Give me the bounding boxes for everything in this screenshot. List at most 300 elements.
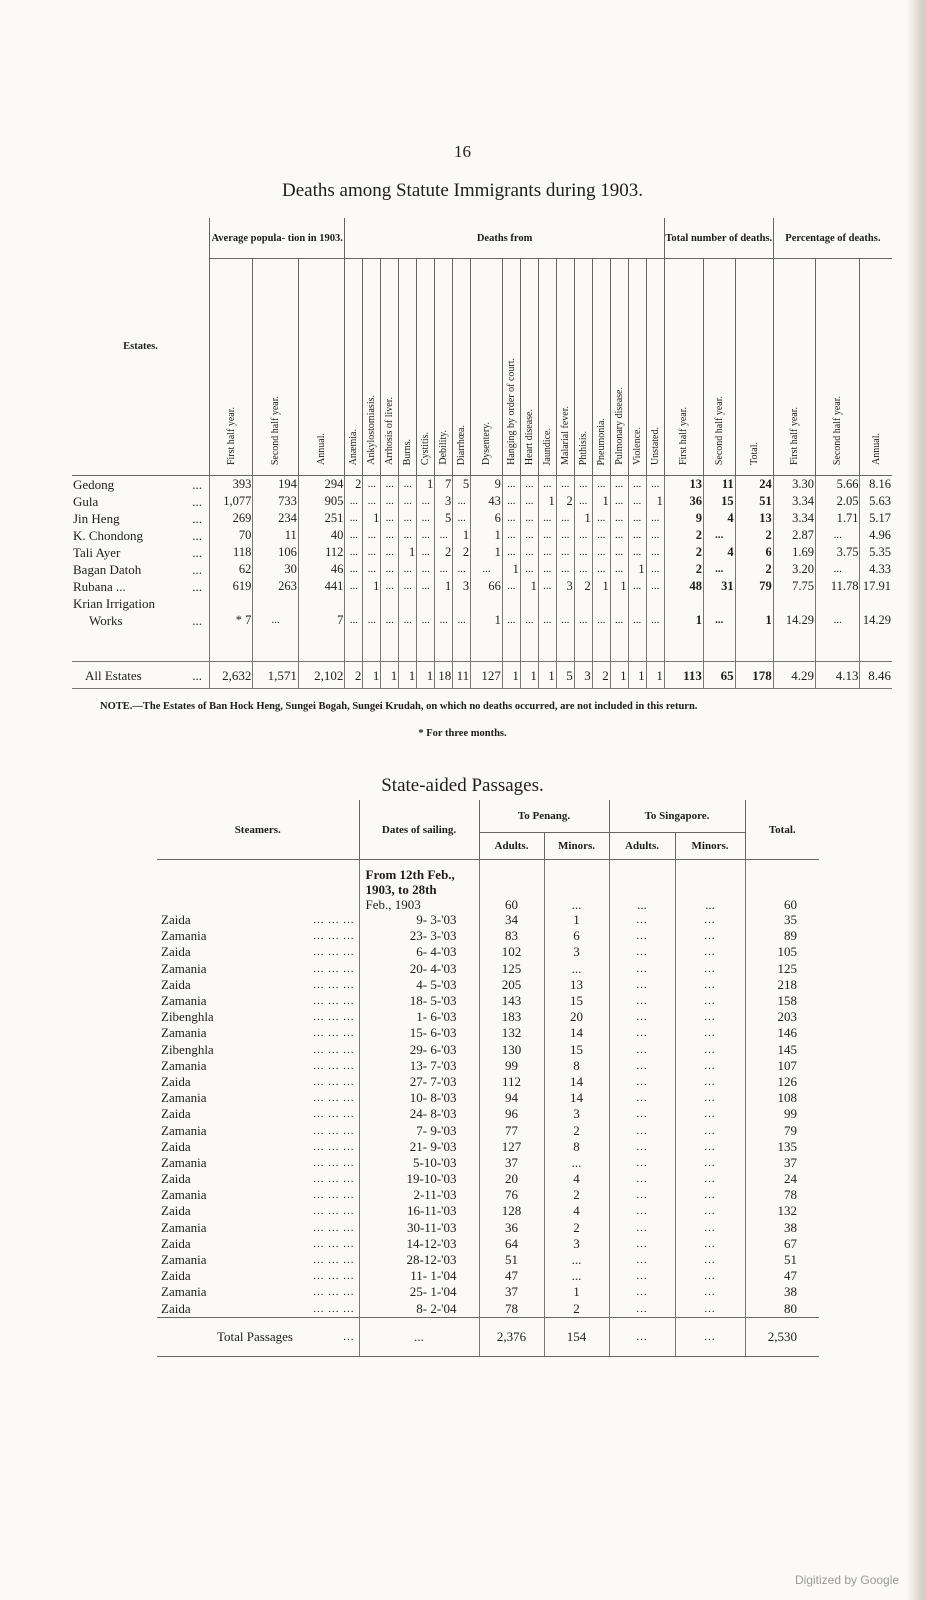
steamer-cell	[157, 961, 359, 977]
table-cell: 1,077	[209, 493, 252, 510]
col-header-3	[345, 259, 363, 476]
table-cell: 30	[253, 561, 298, 578]
estate-name: Gula	[73, 494, 99, 509]
col-header-label: Cystitis.	[420, 431, 432, 465]
table-cell: ...	[556, 561, 574, 578]
table-cell: ...	[520, 476, 538, 494]
table-row	[157, 977, 819, 993]
table-cell: ...	[556, 527, 574, 544]
passages-table	[157, 800, 819, 1357]
cell-singapore-minors: ...	[675, 993, 745, 1009]
table-cell: 3	[556, 578, 574, 595]
table-cell: ...	[646, 476, 664, 494]
col-header-15	[574, 259, 592, 476]
table-cell: 294	[298, 476, 345, 494]
spacer-cell	[773, 629, 815, 662]
table-cell	[816, 595, 860, 612]
table-cell	[538, 595, 556, 612]
col-header-label: Burns.	[402, 438, 414, 465]
spacer-cell	[574, 629, 592, 662]
spacer-cell	[471, 629, 503, 662]
table-cell: 24	[735, 476, 773, 494]
col-header-label: First half year.	[788, 406, 800, 465]
singapore-minors-header: Minors.	[675, 833, 745, 860]
table-cell	[399, 595, 417, 612]
table-cell: 4.33	[860, 561, 892, 578]
table-row	[157, 1122, 819, 1138]
table-cell: ...	[453, 561, 471, 578]
table-cell: ...	[399, 510, 417, 527]
cell-penang-adults: 34	[479, 912, 544, 928]
table-row	[72, 510, 892, 527]
cell-singapore-minors: ...	[675, 1155, 745, 1171]
cell-penang-adults: 78	[479, 1301, 544, 1318]
table-row	[157, 1203, 819, 1219]
date-cell: 4- 5-'03	[359, 977, 479, 993]
cell-singapore-adults: ...	[609, 1090, 675, 1106]
table-cell: 14.29	[773, 612, 815, 629]
row-dots: ... ... ...	[313, 1059, 355, 1072]
table-row	[72, 476, 892, 494]
table-cell: 1.69	[773, 544, 815, 561]
table-cell: ...	[538, 527, 556, 544]
cell-singapore-minors: ...	[675, 1171, 745, 1187]
table-cell	[417, 595, 435, 612]
table-cell: ...	[520, 612, 538, 629]
penang-minors-header: Minors.	[544, 833, 609, 860]
row-dots: ... ... ...	[313, 1011, 355, 1024]
table-cell	[860, 595, 892, 612]
steamer-cell	[157, 1155, 359, 1171]
col-header-label: Pulmonary disease.	[613, 387, 625, 465]
table-cell	[610, 595, 628, 612]
table-cell: ...	[453, 493, 471, 510]
table-row	[157, 928, 819, 944]
spacer-cell	[735, 629, 773, 662]
date-cell: 10- 8-'03	[359, 1090, 479, 1106]
table-cell: ...	[816, 527, 860, 544]
col-header-16	[592, 259, 610, 476]
cell-singapore-minors: ...	[675, 1236, 745, 1252]
cell-total: 60	[745, 860, 819, 913]
col-header-label: Annual.	[316, 433, 328, 465]
table-cell: ...	[628, 544, 646, 561]
table-cell: 11	[453, 662, 471, 689]
table-cell: 1	[435, 578, 453, 595]
steamer-name: Zibenghla	[161, 1041, 214, 1057]
table-cell: ...	[345, 612, 363, 629]
estate-cell	[72, 612, 209, 629]
date-cell: 11- 1-'04	[359, 1268, 479, 1284]
row-dots: ... ... ...	[313, 1124, 355, 1137]
cell-singapore-adults: ...	[609, 1317, 675, 1356]
table-cell: 733	[253, 493, 298, 510]
passages-title: State-aided Passages.	[381, 775, 544, 796]
table-cell: ...	[574, 527, 592, 544]
spacer-cell	[363, 629, 381, 662]
cell-singapore-adults: ...	[609, 993, 675, 1009]
cell-singapore-adults: ...	[609, 1025, 675, 1041]
row-dots: ...	[192, 667, 202, 683]
col-header-label: Total.	[748, 442, 760, 465]
table-cell: 3	[435, 493, 453, 510]
col-header-19	[646, 259, 664, 476]
row-dots: ...	[192, 528, 202, 543]
cell-singapore-minors: ...	[675, 1074, 745, 1090]
total-label: Total Passages	[217, 1328, 293, 1344]
table-cell	[345, 595, 363, 612]
col-header-13	[538, 259, 556, 476]
dates-header: Dates of sailing.	[359, 800, 479, 860]
col-header-label: Unstated.	[649, 426, 661, 465]
row-dots: ... ... ...	[313, 962, 355, 975]
row-dots: ...	[192, 579, 202, 594]
table-cell	[735, 595, 773, 612]
cell-penang-adults: 36	[479, 1220, 544, 1236]
table-cell: ...	[703, 561, 735, 578]
table-cell: 9	[471, 476, 503, 494]
table-cell: ...	[502, 544, 520, 561]
cell-total: 135	[745, 1139, 819, 1155]
table-row	[72, 561, 892, 578]
steamer-cell	[157, 1268, 359, 1284]
table-row	[157, 1301, 819, 1318]
cell-total: 89	[745, 928, 819, 944]
table-cell: 441	[298, 578, 345, 595]
table-cell	[435, 595, 453, 612]
steamer-cell	[157, 1106, 359, 1122]
cell-singapore-adults: ...	[609, 1009, 675, 1025]
cell-singapore-minors: ...	[675, 1252, 745, 1268]
table-row	[157, 961, 819, 977]
cell-penang-adults: 205	[479, 977, 544, 993]
table-cell: ...	[538, 561, 556, 578]
table-cell: 1	[363, 662, 381, 689]
cell-penang-adults: 64	[479, 1236, 544, 1252]
cell-singapore-minors: ...	[675, 1025, 745, 1041]
spacer-row	[72, 629, 892, 662]
table-cell: ...	[610, 493, 628, 510]
row-dots: ...	[192, 613, 202, 628]
date-cell: 5-10-'03	[359, 1155, 479, 1171]
spacer-cell	[209, 629, 252, 662]
table-cell: ...	[417, 493, 435, 510]
table-cell: ...	[574, 561, 592, 578]
table-cell: 70	[209, 527, 252, 544]
cell-total: 99	[745, 1106, 819, 1122]
cell-penang-minors: ...	[544, 961, 609, 977]
table-cell: ...	[538, 544, 556, 561]
col-header-label: Hanging by order of court.	[505, 358, 517, 465]
table-cell: ...	[816, 561, 860, 578]
col-header-label: Malarial fever.	[559, 406, 571, 465]
table-cell: ...	[381, 527, 399, 544]
steamer-cell	[157, 977, 359, 993]
cell-singapore-minors: ...	[675, 1122, 745, 1138]
steamer-cell	[157, 1301, 359, 1318]
steamer-cell	[157, 912, 359, 928]
cell-total: 158	[745, 993, 819, 1009]
col-header-17	[610, 259, 628, 476]
spacer-cell	[253, 629, 298, 662]
cell-penang-adults: 37	[479, 1284, 544, 1300]
table-cell: 1	[502, 662, 520, 689]
cell-singapore-adults: ...	[609, 1252, 675, 1268]
cell-penang-minors: 1	[544, 1284, 609, 1300]
table-cell: ...	[574, 612, 592, 629]
cell-total: 107	[745, 1058, 819, 1074]
table-cell	[664, 595, 703, 612]
table-row	[157, 1220, 819, 1236]
cell-penang-minors: 3	[544, 1236, 609, 1252]
table-cell: 18	[435, 662, 453, 689]
table-cell	[556, 595, 574, 612]
cell-total: 126	[745, 1074, 819, 1090]
estate-name: Jin Heng	[73, 511, 120, 526]
table-cell: 1	[538, 493, 556, 510]
table-cell: 4.13	[816, 662, 860, 689]
cell-total: 67	[745, 1236, 819, 1252]
table-row	[157, 1058, 819, 1074]
cell-singapore-adults: ...	[609, 860, 675, 913]
cell-singapore-adults: ...	[609, 1106, 675, 1122]
table-row	[157, 993, 819, 1009]
table-cell: 1	[628, 662, 646, 689]
table-cell: 1.71	[816, 510, 860, 527]
cell-penang-adults: 143	[479, 993, 544, 1009]
table-cell: 65	[703, 662, 735, 689]
date-cell: 15- 6-'03	[359, 1025, 479, 1041]
row-dots: ... ... ...	[313, 946, 355, 959]
table-cell	[209, 595, 252, 612]
table-cell: 1	[399, 662, 417, 689]
table-cell: 2	[453, 544, 471, 561]
table-cell: 8.46	[860, 662, 892, 689]
estate-cell	[72, 476, 209, 494]
table-cell: ...	[417, 578, 435, 595]
deaths-from-header: Deaths from	[345, 218, 664, 259]
table-cell: ...	[610, 561, 628, 578]
table-cell: ...	[381, 510, 399, 527]
col-header-label: Anæmia.	[348, 428, 360, 465]
col-header-4	[363, 259, 381, 476]
cell-total: 218	[745, 977, 819, 993]
date-cell: 28-12-'03	[359, 1252, 479, 1268]
cell-singapore-minors: ...	[675, 1317, 745, 1356]
estate-cell	[72, 527, 209, 544]
table-cell: 2,102	[298, 662, 345, 689]
table-cell: 5.17	[860, 510, 892, 527]
table-cell	[703, 595, 735, 612]
table-cell: 1	[646, 493, 664, 510]
table-cell: 1	[520, 662, 538, 689]
table-cell: ...	[628, 493, 646, 510]
cell-penang-adults: 112	[479, 1074, 544, 1090]
table-cell: 11	[703, 476, 735, 494]
row-dots: ... ... ...	[313, 1108, 355, 1121]
steamer-name: Zamania	[161, 1025, 207, 1041]
table-cell: ...	[363, 476, 381, 494]
col-header-label: Second half year.	[713, 395, 725, 465]
table-cell: 46	[298, 561, 345, 578]
cell-singapore-minors: ...	[675, 1090, 745, 1106]
steamer-name: Zaida	[161, 1268, 191, 1284]
table-cell: ...	[556, 476, 574, 494]
col-header-label: Violence.	[631, 427, 643, 465]
table-cell: 1	[471, 544, 503, 561]
table-cell: ...	[381, 561, 399, 578]
table-cell: ...	[538, 476, 556, 494]
cell-penang-minors: 1	[544, 912, 609, 928]
table-cell: 1	[538, 662, 556, 689]
steamer-name: Zamania	[161, 928, 207, 944]
col-header-24	[816, 259, 860, 476]
steamers-header: Steamers.	[157, 800, 359, 860]
cell-singapore-adults: ...	[609, 1155, 675, 1171]
cell-penang-adults: 83	[479, 928, 544, 944]
cell-singapore-minors: ...	[675, 860, 745, 913]
table-cell: ...	[574, 544, 592, 561]
cell-singapore-minors: ...	[675, 1058, 745, 1074]
table-cell: 1	[417, 662, 435, 689]
spacer-cell	[646, 629, 664, 662]
table-cell: 4	[703, 544, 735, 561]
table-cell: ...	[502, 493, 520, 510]
table-cell: ...	[345, 527, 363, 544]
table-cell: 1	[592, 578, 610, 595]
table-cell: ...	[363, 561, 381, 578]
spacer-cell	[538, 629, 556, 662]
table-cell	[381, 595, 399, 612]
cell-singapore-minors: ...	[675, 912, 745, 928]
table-row	[157, 912, 819, 928]
cell-penang-adults: 94	[479, 1090, 544, 1106]
row-dots: ... ... ...	[313, 1173, 355, 1186]
cell-singapore-adults: ...	[609, 977, 675, 993]
col-header-10	[471, 259, 503, 476]
table-row	[157, 1284, 819, 1300]
table-cell: 178	[735, 662, 773, 689]
spacer-cell	[72, 629, 209, 662]
table-cell: ...	[610, 544, 628, 561]
estate-name: Bagan Datoh	[73, 562, 142, 577]
first-period-row	[157, 860, 819, 913]
avg-pop-header: Average popula- tion in 1903.	[209, 218, 344, 259]
steamer-cell	[157, 1009, 359, 1025]
table-cell: ...	[628, 578, 646, 595]
table-row	[72, 595, 892, 612]
steamer-cell	[157, 1025, 359, 1041]
table-cell: 15	[703, 493, 735, 510]
table-cell: 8.16	[860, 476, 892, 494]
table-cell: ...	[646, 544, 664, 561]
cell-penang-minors: 8	[544, 1058, 609, 1074]
table-cell: 1	[399, 544, 417, 561]
table-cell: 1	[381, 662, 399, 689]
table-cell: 5	[453, 476, 471, 494]
date-cell: 23- 3-'03	[359, 928, 479, 944]
date-cell: 1- 6-'03	[359, 1009, 479, 1025]
table-cell: 66	[471, 578, 503, 595]
cell-singapore-adults: ...	[609, 1139, 675, 1155]
spacer-cell	[816, 629, 860, 662]
col-header-label: Annual.	[870, 433, 882, 465]
col-header-label: Jaundice.	[541, 427, 553, 465]
table-cell: 79	[735, 578, 773, 595]
table-cell: ...	[574, 476, 592, 494]
estate-cell	[72, 561, 209, 578]
cell-total: 125	[745, 961, 819, 977]
spacer-cell	[435, 629, 453, 662]
table-cell: 36	[664, 493, 703, 510]
table-cell	[453, 595, 471, 612]
table-cell: ...	[556, 544, 574, 561]
cell-total: 35	[745, 912, 819, 928]
singapore-header: To Singapore.	[609, 800, 745, 833]
cell-singapore-minors: ...	[675, 1220, 745, 1236]
col-header-23	[773, 259, 815, 476]
row-dots: ...	[192, 494, 202, 509]
table-cell: ...	[502, 510, 520, 527]
col-header-label: Heart disease.	[523, 408, 535, 465]
total-deaths-header: Total number of deaths.	[664, 218, 773, 259]
col-header-label: Ankylostomiasis.	[366, 395, 378, 465]
table-cell: ...	[592, 612, 610, 629]
cell-penang-adults: 96	[479, 1106, 544, 1122]
total-row	[157, 1317, 819, 1356]
table-cell: 13	[735, 510, 773, 527]
row-dots: ...	[192, 562, 202, 577]
spacer-cell	[298, 629, 345, 662]
cell-penang-minors: ...	[544, 860, 609, 913]
table-cell: 112	[298, 544, 345, 561]
table-cell: 2.87	[773, 527, 815, 544]
table-cell: 2	[435, 544, 453, 561]
table-cell: ...	[703, 612, 735, 629]
col-header-25	[860, 259, 892, 476]
cell-singapore-minors: ...	[675, 1106, 745, 1122]
cell-penang-minors: 154	[544, 1317, 609, 1356]
cell-singapore-adults: ...	[609, 1058, 675, 1074]
spacer-cell	[520, 629, 538, 662]
spacer-cell	[628, 629, 646, 662]
cell-penang-minors: 8	[544, 1139, 609, 1155]
steamer-name: Zamania	[161, 1219, 207, 1235]
cell-penang-minors: 4	[544, 1203, 609, 1219]
estate-cell	[72, 510, 209, 527]
row-dots: ...	[192, 477, 202, 492]
cell-singapore-minors: ...	[675, 1301, 745, 1318]
table-cell: 3.75	[816, 544, 860, 561]
row-dots: ... ... ...	[313, 1302, 355, 1315]
table-cell: ...	[399, 476, 417, 494]
table-cell: ...	[628, 510, 646, 527]
steamer-name: Zaida	[161, 1300, 191, 1316]
cell-total: 47	[745, 1268, 819, 1284]
cell-penang-minors: ...	[544, 1155, 609, 1171]
table-cell: ...	[399, 493, 417, 510]
cell-singapore-adults: ...	[609, 1220, 675, 1236]
table-cell: ...	[703, 527, 735, 544]
cell-penang-adults: 132	[479, 1025, 544, 1041]
table-cell: ...	[363, 527, 381, 544]
steamer-cell	[157, 1074, 359, 1090]
table-row	[72, 662, 892, 689]
table-cell: ...	[417, 612, 435, 629]
table-cell	[646, 595, 664, 612]
table-cell: ...	[592, 510, 610, 527]
cell-singapore-minors: ...	[675, 1284, 745, 1300]
